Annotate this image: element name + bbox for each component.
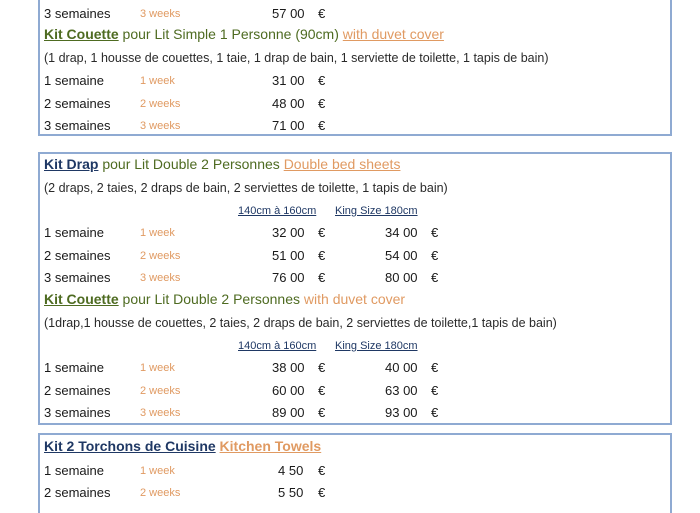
kit-contents: (1drap,1 housse de couettes, 2 taies, 2 draps de bain, 2 serviettes de toilette,1 tapis de bain) xyxy=(44,316,557,330)
currency: € xyxy=(318,248,326,263)
kit-description: pour Lit Double 2 Personnes xyxy=(98,156,284,172)
kit-english-name: Double bed sheets xyxy=(283,156,401,172)
currency: € xyxy=(431,405,439,420)
kit-title xyxy=(44,291,405,307)
kit-title xyxy=(44,438,321,454)
price-standard: 51 00 xyxy=(272,248,305,263)
price: 31 00 xyxy=(272,73,305,88)
currency: € xyxy=(431,360,439,375)
price: 4 50 xyxy=(278,463,304,478)
price: 71 00 xyxy=(272,118,305,133)
duration-fr: 1 semaine xyxy=(44,463,104,478)
duration-fr: 3 semaines xyxy=(44,6,111,21)
column-header-standard: 140cm à 160cm xyxy=(238,205,317,217)
duration-fr: 2 semaines xyxy=(44,96,111,111)
price-king: 40 00 xyxy=(385,360,418,375)
price-row xyxy=(0,270,700,288)
duration-fr: 3 semaines xyxy=(44,405,111,420)
price-king: 54 00 xyxy=(385,248,418,263)
price-row xyxy=(0,225,700,243)
currency: € xyxy=(431,248,439,263)
price-row xyxy=(0,73,700,91)
currency: € xyxy=(318,73,326,88)
price-standard: 32 00 xyxy=(272,225,305,240)
currency: € xyxy=(431,383,439,398)
duration-en: 1 week xyxy=(140,362,175,374)
duration-en: 3 weeks xyxy=(140,8,181,20)
currency: € xyxy=(318,360,326,375)
price-king: 93 00 xyxy=(385,405,418,420)
duration-fr: 2 semaines xyxy=(44,248,111,263)
price-standard: 76 00 xyxy=(272,270,305,285)
kit-english-name: with duvet cover xyxy=(303,291,406,307)
duration-fr: 1 semaine xyxy=(44,225,104,240)
price-row xyxy=(0,485,700,503)
price-row xyxy=(0,360,700,378)
currency: € xyxy=(318,405,326,420)
column-header-king: King Size 180cm xyxy=(335,205,418,217)
currency: € xyxy=(318,225,326,240)
kit-name: Kit Couette xyxy=(44,26,119,42)
currency: € xyxy=(431,225,439,240)
currency: € xyxy=(318,96,326,111)
duration-fr: 3 semaines xyxy=(44,118,111,133)
price-king: 34 00 xyxy=(385,225,418,240)
price-standard: 60 00 xyxy=(272,383,305,398)
price-king: 63 00 xyxy=(385,383,418,398)
kit-name: Kit Couette xyxy=(44,291,119,307)
duration-en: 2 weeks xyxy=(140,98,181,110)
currency: € xyxy=(318,6,326,21)
price-row xyxy=(0,405,700,423)
price: 48 00 xyxy=(272,96,305,111)
currency: € xyxy=(318,485,326,500)
price: 5 50 xyxy=(278,485,304,500)
duration-en: 3 weeks xyxy=(140,272,181,284)
currency: € xyxy=(318,270,326,285)
duration-fr: 2 semaines xyxy=(44,383,111,398)
kit-name: Kit Drap xyxy=(44,156,99,172)
price-row xyxy=(0,96,700,114)
kit-description: pour Lit Simple 1 Personne (90cm) xyxy=(118,26,343,42)
price-row xyxy=(0,248,700,266)
kit-title xyxy=(44,26,444,42)
duration-en: 2 weeks xyxy=(140,385,181,397)
duration-en: 1 week xyxy=(140,465,175,477)
duration-en: 1 week xyxy=(140,227,175,239)
price-row xyxy=(0,6,700,24)
kit-contents: (1 drap, 1 housse de couettes, 1 taie, 1 drap de bain, 1 serviette de toilette, 1 tapis de bain) xyxy=(44,51,549,65)
column-header-standard: 140cm à 160cm xyxy=(238,340,317,352)
currency: € xyxy=(431,270,439,285)
price-row xyxy=(0,383,700,401)
duration-en: 3 weeks xyxy=(140,407,181,419)
duration-en: 3 weeks xyxy=(140,120,181,132)
duration-fr: 1 semaine xyxy=(44,360,104,375)
kit-contents: (2 draps, 2 taies, 2 draps de bain, 2 serviettes de toilette, 1 tapis de bain) xyxy=(44,181,448,195)
price-standard: 38 00 xyxy=(272,360,305,375)
kit-english-name: Kitchen Towels xyxy=(219,438,322,454)
duration-fr: 3 semaines xyxy=(44,270,111,285)
currency: € xyxy=(318,118,326,133)
duration-en: 1 week xyxy=(140,75,175,87)
currency: € xyxy=(318,463,326,478)
duration-en: 2 weeks xyxy=(140,487,181,499)
duration-en: 2 weeks xyxy=(140,250,181,262)
kit-title xyxy=(44,156,400,172)
duration-fr: 1 semaine xyxy=(44,73,104,88)
price-row xyxy=(0,463,700,481)
duration-fr: 2 semaines xyxy=(44,485,111,500)
price-standard: 89 00 xyxy=(272,405,305,420)
kit-description: pour Lit Double 2 Personnes xyxy=(118,291,304,307)
kit-name: Kit 2 Torchons de Cuisine xyxy=(44,438,216,454)
price: 57 00 xyxy=(272,6,305,21)
price-row xyxy=(0,118,700,136)
currency: € xyxy=(318,383,326,398)
column-header-king: King Size 180cm xyxy=(335,340,418,352)
price-king: 80 00 xyxy=(385,270,418,285)
kit-english-name: with duvet cover xyxy=(342,26,444,42)
